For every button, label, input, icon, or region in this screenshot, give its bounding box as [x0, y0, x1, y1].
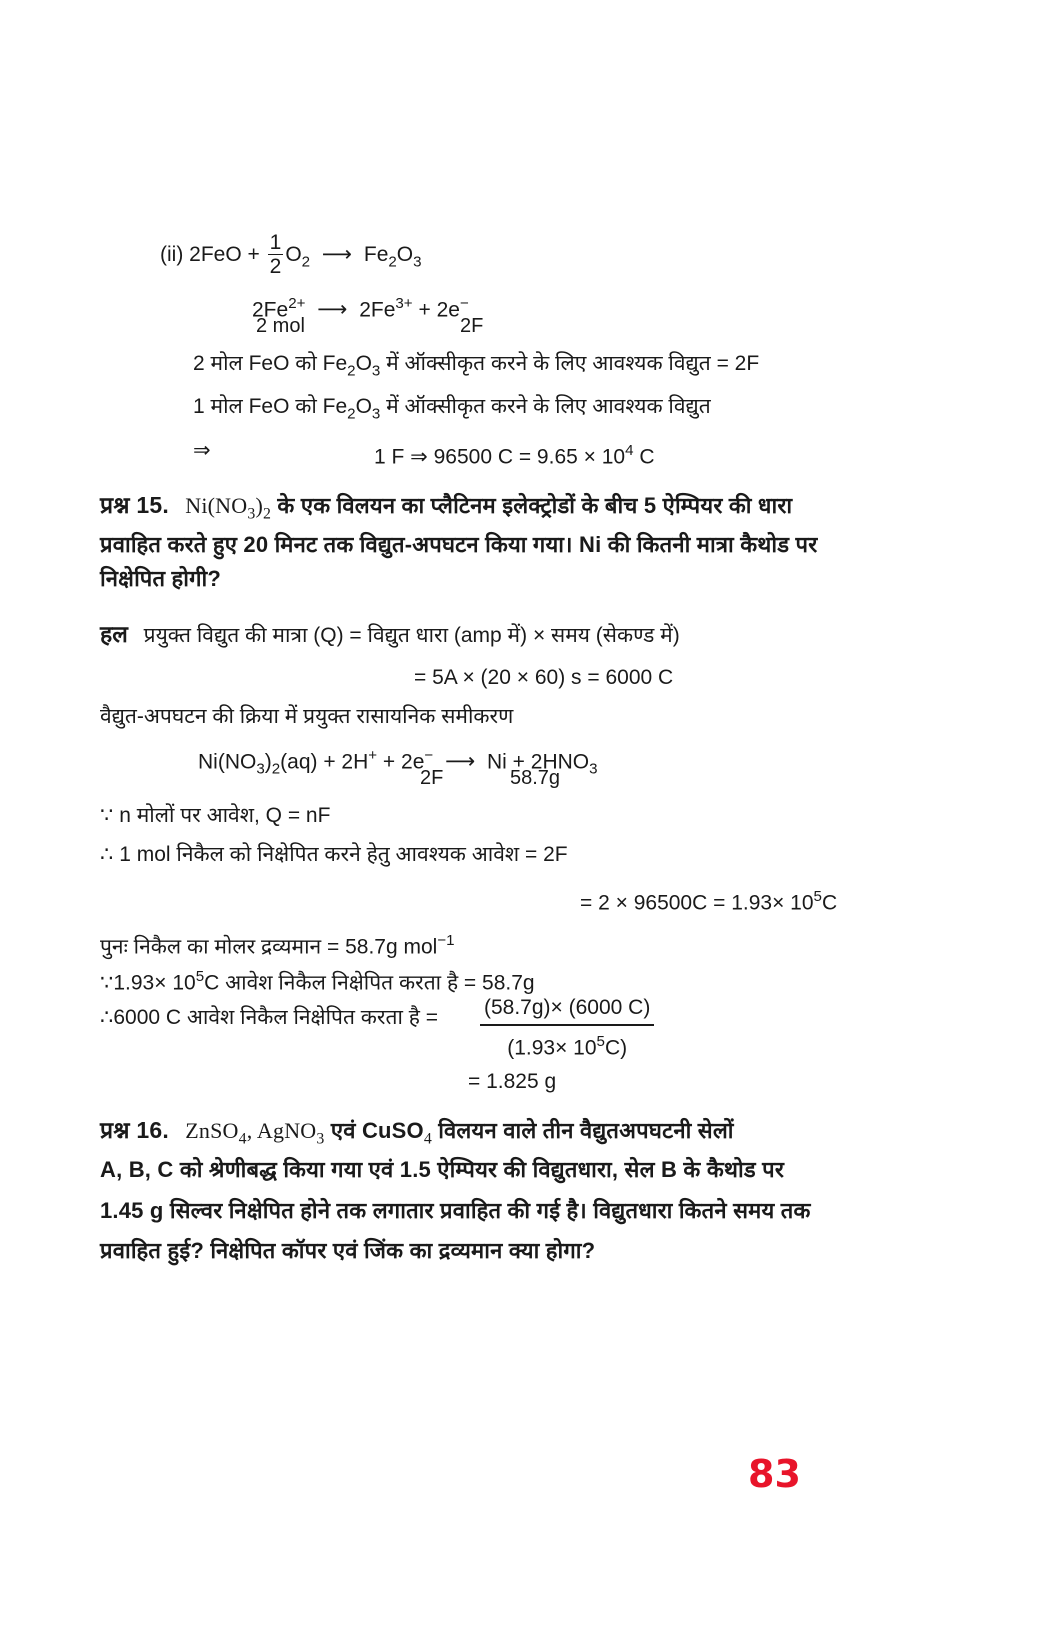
text: C आवेश निकैल निक्षेपित करता है = 58.7g — [204, 971, 535, 995]
fe2-ion: 2Fe — [252, 298, 289, 322]
text: = 2 × 96500C = 1.93× 10 — [580, 891, 814, 915]
subscript: 3 — [316, 1130, 325, 1148]
formula: (aq) + 2H — [280, 750, 369, 774]
text: एवं CuSO — [324, 1118, 424, 1143]
subscript: 3 — [371, 405, 381, 423]
text: पुनः निकैल का मोलर द्रव्यमान = 58.7g mol — [100, 935, 438, 959]
superscript: − — [424, 747, 434, 764]
text: में ऑक्सीकृत करने के लिए आवश्यक विद्युत — [380, 395, 711, 418]
final-result: = 1.825 g — [468, 1070, 557, 1093]
faraday-value — [374, 437, 655, 471]
subscript: 2 — [347, 362, 356, 380]
subscript: 4 — [238, 1130, 247, 1148]
question-label: प्रश्न 16. — [100, 1117, 169, 1143]
text: विलयन वाले तीन वैद्युतअपघटनी सेलों — [431, 1118, 734, 1143]
charge-relation: ∵ n मोलों पर आवेश, Q = nF — [100, 804, 331, 827]
denominator: 2 — [269, 255, 282, 278]
product: Fe — [363, 243, 389, 267]
charge-calculation: = 5A × (20 × 60) s = 6000 C — [414, 666, 674, 689]
question-15-line3: निक्षेपित होगी? — [100, 566, 222, 591]
text: (1.93× 10 — [507, 1036, 597, 1060]
arrow-icon: ⟶ — [445, 750, 476, 774]
fe3-ion: 2Fe — [359, 298, 396, 322]
question-16-line4: प्रवाहित हुई? निक्षेपित कॉपर एवं जिंक का द्रव्यमान क्या होगा? — [100, 1238, 596, 1263]
question-16-line1 — [100, 1116, 734, 1154]
subscript: 3 — [256, 760, 265, 778]
subscript: 2 — [271, 760, 281, 778]
subscript: 2 — [347, 405, 356, 423]
superscript: 2+ — [288, 295, 306, 312]
numerator: (58.7g)× (6000 C) — [480, 994, 654, 1026]
molar-mass — [100, 927, 455, 961]
numerator: 1 — [269, 231, 282, 254]
text: C) — [604, 1036, 628, 1060]
arrow-icon: ⟶ — [321, 243, 353, 267]
superscript: 5 — [813, 888, 822, 905]
text: 1 F ⇒ 96500 C = 9.65 × 10 — [374, 445, 626, 469]
text: O — [355, 395, 372, 418]
under-label-58g: 58.7g — [510, 767, 561, 789]
superscript: + — [368, 747, 378, 764]
formula: ZnSO — [185, 1118, 239, 1143]
equation-heading: वैद्युत-अपघटन की क्रिया में प्रयुक्त रासायनिक समीकरण — [100, 705, 514, 728]
subscript: 2 — [388, 253, 397, 271]
question-16-line2: A, B, C को श्रेणीबद्ध किया गया एवं 1.5 ऐम्पियर की विद्युतधारा, सेल B के कैथोड पर — [100, 1157, 785, 1182]
product-o: O — [396, 243, 414, 267]
deposit-statement — [100, 963, 535, 997]
under-label-2f: 2F — [460, 315, 484, 337]
solution-label: हल — [100, 621, 128, 647]
text: में ऑक्सीकृत करने के लिए आवश्यक विद्युत = 2F — [380, 352, 760, 375]
subscript: 2 — [301, 253, 311, 271]
formula: + 2e — [377, 750, 425, 774]
deposit-6000c: ∴6000 C आवेश निकैल निक्षेपित करता है = — [100, 1006, 438, 1029]
electrons: + 2e — [418, 298, 460, 322]
formula: Ni(NO — [198, 750, 257, 774]
under-label-2f: 2F — [420, 767, 444, 789]
reaction-fe2o3 — [160, 232, 422, 279]
formula: Ni(NO — [185, 493, 248, 518]
charge-required: ∴ 1 mol निकैल को निक्षेपित करने हेतु आवश्यक आवेश = 2F — [100, 843, 568, 866]
subscript: 4 — [423, 1130, 432, 1148]
text: C — [633, 445, 655, 469]
text: ∵1.93× 10 — [100, 971, 196, 995]
formula: Ni + 2HNO — [487, 750, 590, 774]
superscript: − — [459, 295, 469, 312]
statement-1mol — [193, 393, 711, 428]
superscript: 5 — [596, 1033, 605, 1050]
implies-icon: ⇒ — [193, 439, 211, 462]
text: प्रयुक्त विद्युत की मात्रा (Q) = विद्युत धारा (amp में) × समय (सेकण्ड में) — [143, 624, 680, 647]
text: O — [355, 352, 372, 375]
superscript: 4 — [625, 442, 634, 459]
superscript: 3+ — [395, 295, 413, 312]
subscript: 2 — [263, 505, 272, 523]
text: C — [821, 891, 838, 915]
oxygen: O — [285, 243, 302, 267]
fraction-half — [268, 232, 284, 279]
deposit-fraction — [480, 994, 654, 1064]
page-number: 83 — [748, 1452, 801, 1496]
subscript: 3 — [371, 362, 381, 380]
statement-2mol — [193, 350, 759, 385]
text: 1 मोल FeO को Fe — [193, 395, 348, 418]
question-15-line2: प्रवाहित करते हुए 20 मिनट तक विद्युत-अपघटन किया गया। Ni की कितनी मात्रा कैथोड पर — [100, 532, 818, 557]
reactant: 2FeO + — [189, 243, 260, 267]
formula: ) — [264, 750, 272, 774]
text: के एक विलयन का प्लैटिनम इलेक्ट्रोडों के बीच 5 ऐम्पियर की धारा — [271, 493, 793, 518]
superscript: −1 — [437, 932, 455, 949]
part-label: (ii) — [160, 243, 184, 267]
superscript: 5 — [195, 968, 205, 985]
subscript: 3 — [247, 505, 256, 523]
subscript: 3 — [589, 760, 598, 778]
solution-line1 — [100, 620, 680, 650]
question-16-line3: 1.45 g सिल्वर निक्षेपित होने तक लगातार प्रवाहित की गई है। विद्युतधारा कितने समय तक — [100, 1198, 811, 1223]
question-label: प्रश्न 15. — [100, 492, 169, 518]
denominator — [480, 1026, 654, 1064]
charge-value — [580, 883, 837, 917]
subscript: 3 — [413, 253, 422, 271]
text: 2 मोल FeO को Fe — [193, 352, 348, 375]
under-label-2mol: 2 mol — [256, 315, 305, 337]
arrow-icon: ⟶ — [317, 298, 348, 322]
question-15-line1 — [100, 491, 792, 529]
formula: , AgNO — [246, 1118, 317, 1143]
formula: ) — [255, 493, 263, 518]
